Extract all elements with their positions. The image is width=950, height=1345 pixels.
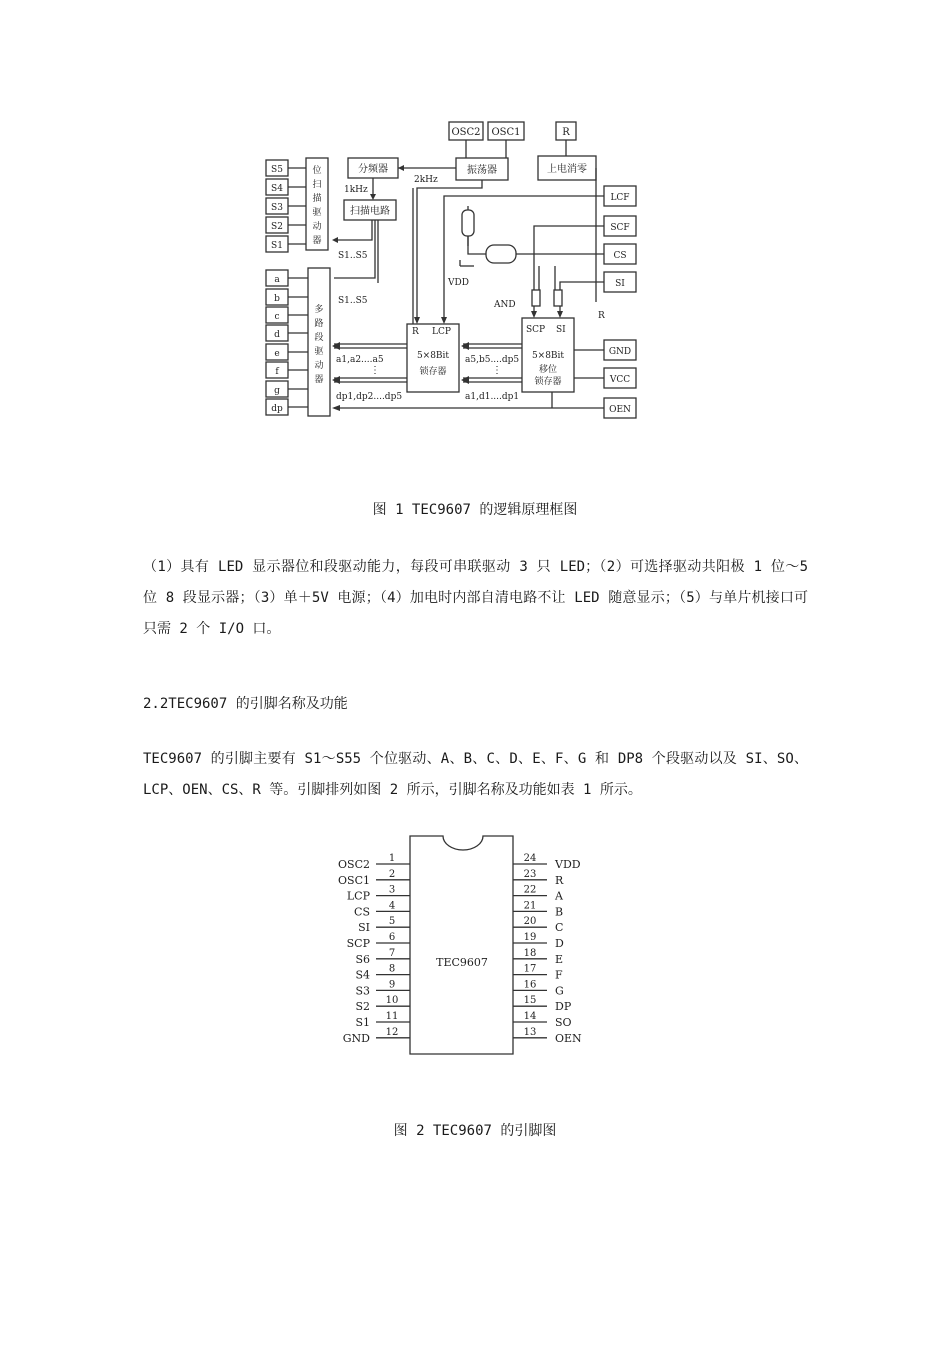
bit-pins (266, 160, 306, 252)
pin-number-left: 2 (388, 868, 396, 880)
pin-name-right: OEN (555, 1031, 582, 1045)
pin-name-right: SO (555, 1016, 572, 1029)
svg-text:扫: 扫 (312, 180, 322, 190)
shift-size-label: 5×8Bit (531, 351, 565, 361)
svg-text:CS: CS (613, 251, 627, 261)
pin-number-left: 3 (388, 884, 396, 896)
svg-text:LCF: LCF (610, 193, 630, 203)
vdd-label: VDD (448, 278, 469, 288)
pin-name-left: OSC1 (338, 873, 370, 887)
svg-text:动: 动 (314, 361, 324, 371)
scan-circuit-label: 扫描电路 (350, 206, 390, 217)
pin-number-right: 13 (523, 1026, 537, 1038)
pin-name-right: D (555, 937, 564, 950)
pin-name-left: S2 (355, 1000, 370, 1014)
shift-si-label: SI (556, 325, 566, 335)
svg-text:e: e (274, 349, 280, 359)
pin-name-right: G (555, 984, 564, 998)
svg-text:路: 路 (314, 319, 324, 329)
svg-text:器: 器 (312, 236, 322, 246)
svg-text:位: 位 (312, 166, 322, 176)
latch-size-label: 5×8Bit (416, 351, 450, 361)
pin-name-left: CS (354, 905, 370, 919)
right-pins (604, 186, 636, 418)
pin-number-left: 9 (388, 979, 396, 991)
shift-scp-label: SCP (526, 325, 546, 335)
pin-name-right: F (555, 968, 563, 982)
svg-text:S3: S3 (271, 203, 283, 213)
svg-text:段: 段 (314, 333, 324, 343)
latch-name-label: 锁存器 (419, 367, 447, 377)
pin-name-left: OSC2 (338, 858, 370, 871)
bus-dots-2: ⋮ (492, 365, 502, 376)
pin-name-left: S1 (355, 1016, 370, 1029)
pin-number-right: 16 (523, 979, 537, 991)
svg-text:S2: S2 (271, 222, 283, 232)
svg-text:驱: 驱 (314, 347, 324, 357)
features-paragraph: （1）具有 LED 显示器位和段驱动能力，每段可串联驱动 3 只 LED；（2）可选择驱动共阳极 1 位～5 位 8 段显示器；（3）单＋5V 电源；（4）加电时内部自清电路不让 LED 随意显示；（5）与单片机接口可只需 2 个 I/O 口。 (143, 559, 808, 637)
bus-label-1: a1,a2....a5 (336, 355, 384, 365)
pin-name-left: S4 (355, 968, 370, 982)
bus-label-4: a1,d1....dp1 (465, 392, 520, 402)
pin-number-right: 15 (523, 995, 537, 1007)
svg-text:动: 动 (312, 222, 322, 232)
svg-text:GND: GND (608, 347, 632, 357)
s1s5-label-b: S1..S5 (338, 296, 368, 306)
bus-label-3: a5,b5....dp5 (465, 355, 520, 365)
logic-block-diagram (262, 118, 642, 424)
shift-name1-label: 移位 (538, 365, 558, 375)
pin-name-left: SI (358, 921, 370, 935)
svg-text:b: b (274, 294, 280, 304)
oscillator-label: 振荡器 (467, 165, 497, 176)
figure2-caption: 图 2 TEC9607 的引脚图 (393, 1123, 557, 1139)
freq-2k-label: 2kHz (414, 175, 438, 185)
pin-name-left: S3 (355, 984, 370, 998)
pin-name-right: B (555, 905, 564, 919)
pin-number-right: 14 (523, 1011, 537, 1022)
svg-text:g: g (274, 386, 280, 396)
pinout-diagram (330, 832, 600, 1062)
segment-pins (266, 270, 308, 415)
pin-number-left: 8 (388, 963, 396, 975)
pin-number-right: 19 (523, 932, 537, 943)
svg-text:OEN: OEN (609, 405, 631, 415)
osc1-label: OSC1 (491, 127, 521, 138)
freq-1k-label: 1kHz (344, 185, 368, 195)
latch-r-label: R (412, 327, 419, 337)
svg-text:SI: SI (615, 279, 625, 289)
pin-number-left: 7 (388, 947, 396, 959)
pin-number-right: 17 (523, 963, 537, 975)
pin-number-right: 21 (523, 900, 537, 912)
pin-number-right: 23 (523, 868, 537, 880)
svg-text:SCF: SCF (610, 223, 630, 233)
latch-lcp-label: LCP (432, 327, 451, 337)
osc2-label: OSC2 (451, 127, 481, 138)
svg-text:d: d (274, 330, 280, 340)
svg-text:S4: S4 (271, 184, 283, 194)
pin-number-right: 18 (523, 947, 537, 959)
pin-name-right: R (555, 873, 564, 887)
svg-text:S1: S1 (271, 241, 283, 251)
bus-dots-1: ⋮ (370, 365, 380, 376)
svg-text:器: 器 (314, 375, 324, 385)
pin-number-left: 12 (385, 1026, 399, 1038)
pin-number-left: 10 (385, 995, 399, 1007)
pin-number-right: 24 (523, 853, 537, 864)
svg-text:驱: 驱 (312, 208, 322, 218)
pin-name-right: E (555, 952, 564, 966)
shift-name2-label: 锁存器 (534, 377, 562, 387)
pin-number-left: 5 (388, 916, 396, 928)
s1s5-label-a: S1..S5 (338, 251, 368, 261)
pin-number-left: 1 (388, 853, 396, 864)
svg-text:f: f (275, 367, 279, 377)
pin-number-left: 6 (388, 932, 396, 943)
pin-number-right: 20 (523, 916, 537, 928)
pin-name-right: DP (555, 1000, 572, 1014)
pin-name-right: VDD (555, 858, 581, 871)
section-heading: 2.2TEC9607 的引脚名称及功能 (143, 696, 348, 712)
svg-text:多: 多 (314, 305, 324, 315)
pin-number-left: 4 (388, 900, 396, 912)
svg-text:a: a (274, 275, 280, 285)
r-input-label: R (562, 127, 570, 138)
r-label: R (598, 311, 605, 321)
svg-text:S5: S5 (271, 165, 283, 175)
svg-text:c: c (274, 312, 280, 322)
pin-name-left: SCP (346, 937, 370, 950)
pin-name-left: GND (342, 1031, 370, 1045)
svg-text:dp: dp (271, 404, 283, 414)
pin-name-left: LCP (346, 889, 370, 903)
pin-name-right: A (555, 889, 563, 903)
figure1-caption: 图 1 TEC9607 的逻辑原理框图 (372, 502, 578, 518)
pin-list (338, 853, 582, 1045)
bus-label-2: dp1,dp2....dp5 (336, 392, 403, 402)
svg-text:描: 描 (312, 194, 322, 204)
pin-number-right: 22 (523, 884, 537, 896)
power-clear-label: 上电消零 (547, 164, 587, 175)
svg-text:VCC: VCC (609, 375, 631, 385)
pin-number-left: 11 (385, 1011, 399, 1022)
pins-paragraph: TEC9607 的引脚主要有 S1～S55 个位驱动、A、B、C、D、E、F、G 和 DP8 个段驱动以及 SI、SO、LCP、OEN、CS、R 等。引脚排列如图 2 所示，引脚名称及功能如表 1 所示。 (143, 751, 808, 798)
chip-name: TEC9607 (436, 956, 488, 969)
and-label: AND (494, 300, 516, 310)
divider-label: 分频器 (358, 164, 388, 175)
pin-name-right: C (555, 921, 564, 935)
pin-name-left: S6 (355, 952, 370, 966)
